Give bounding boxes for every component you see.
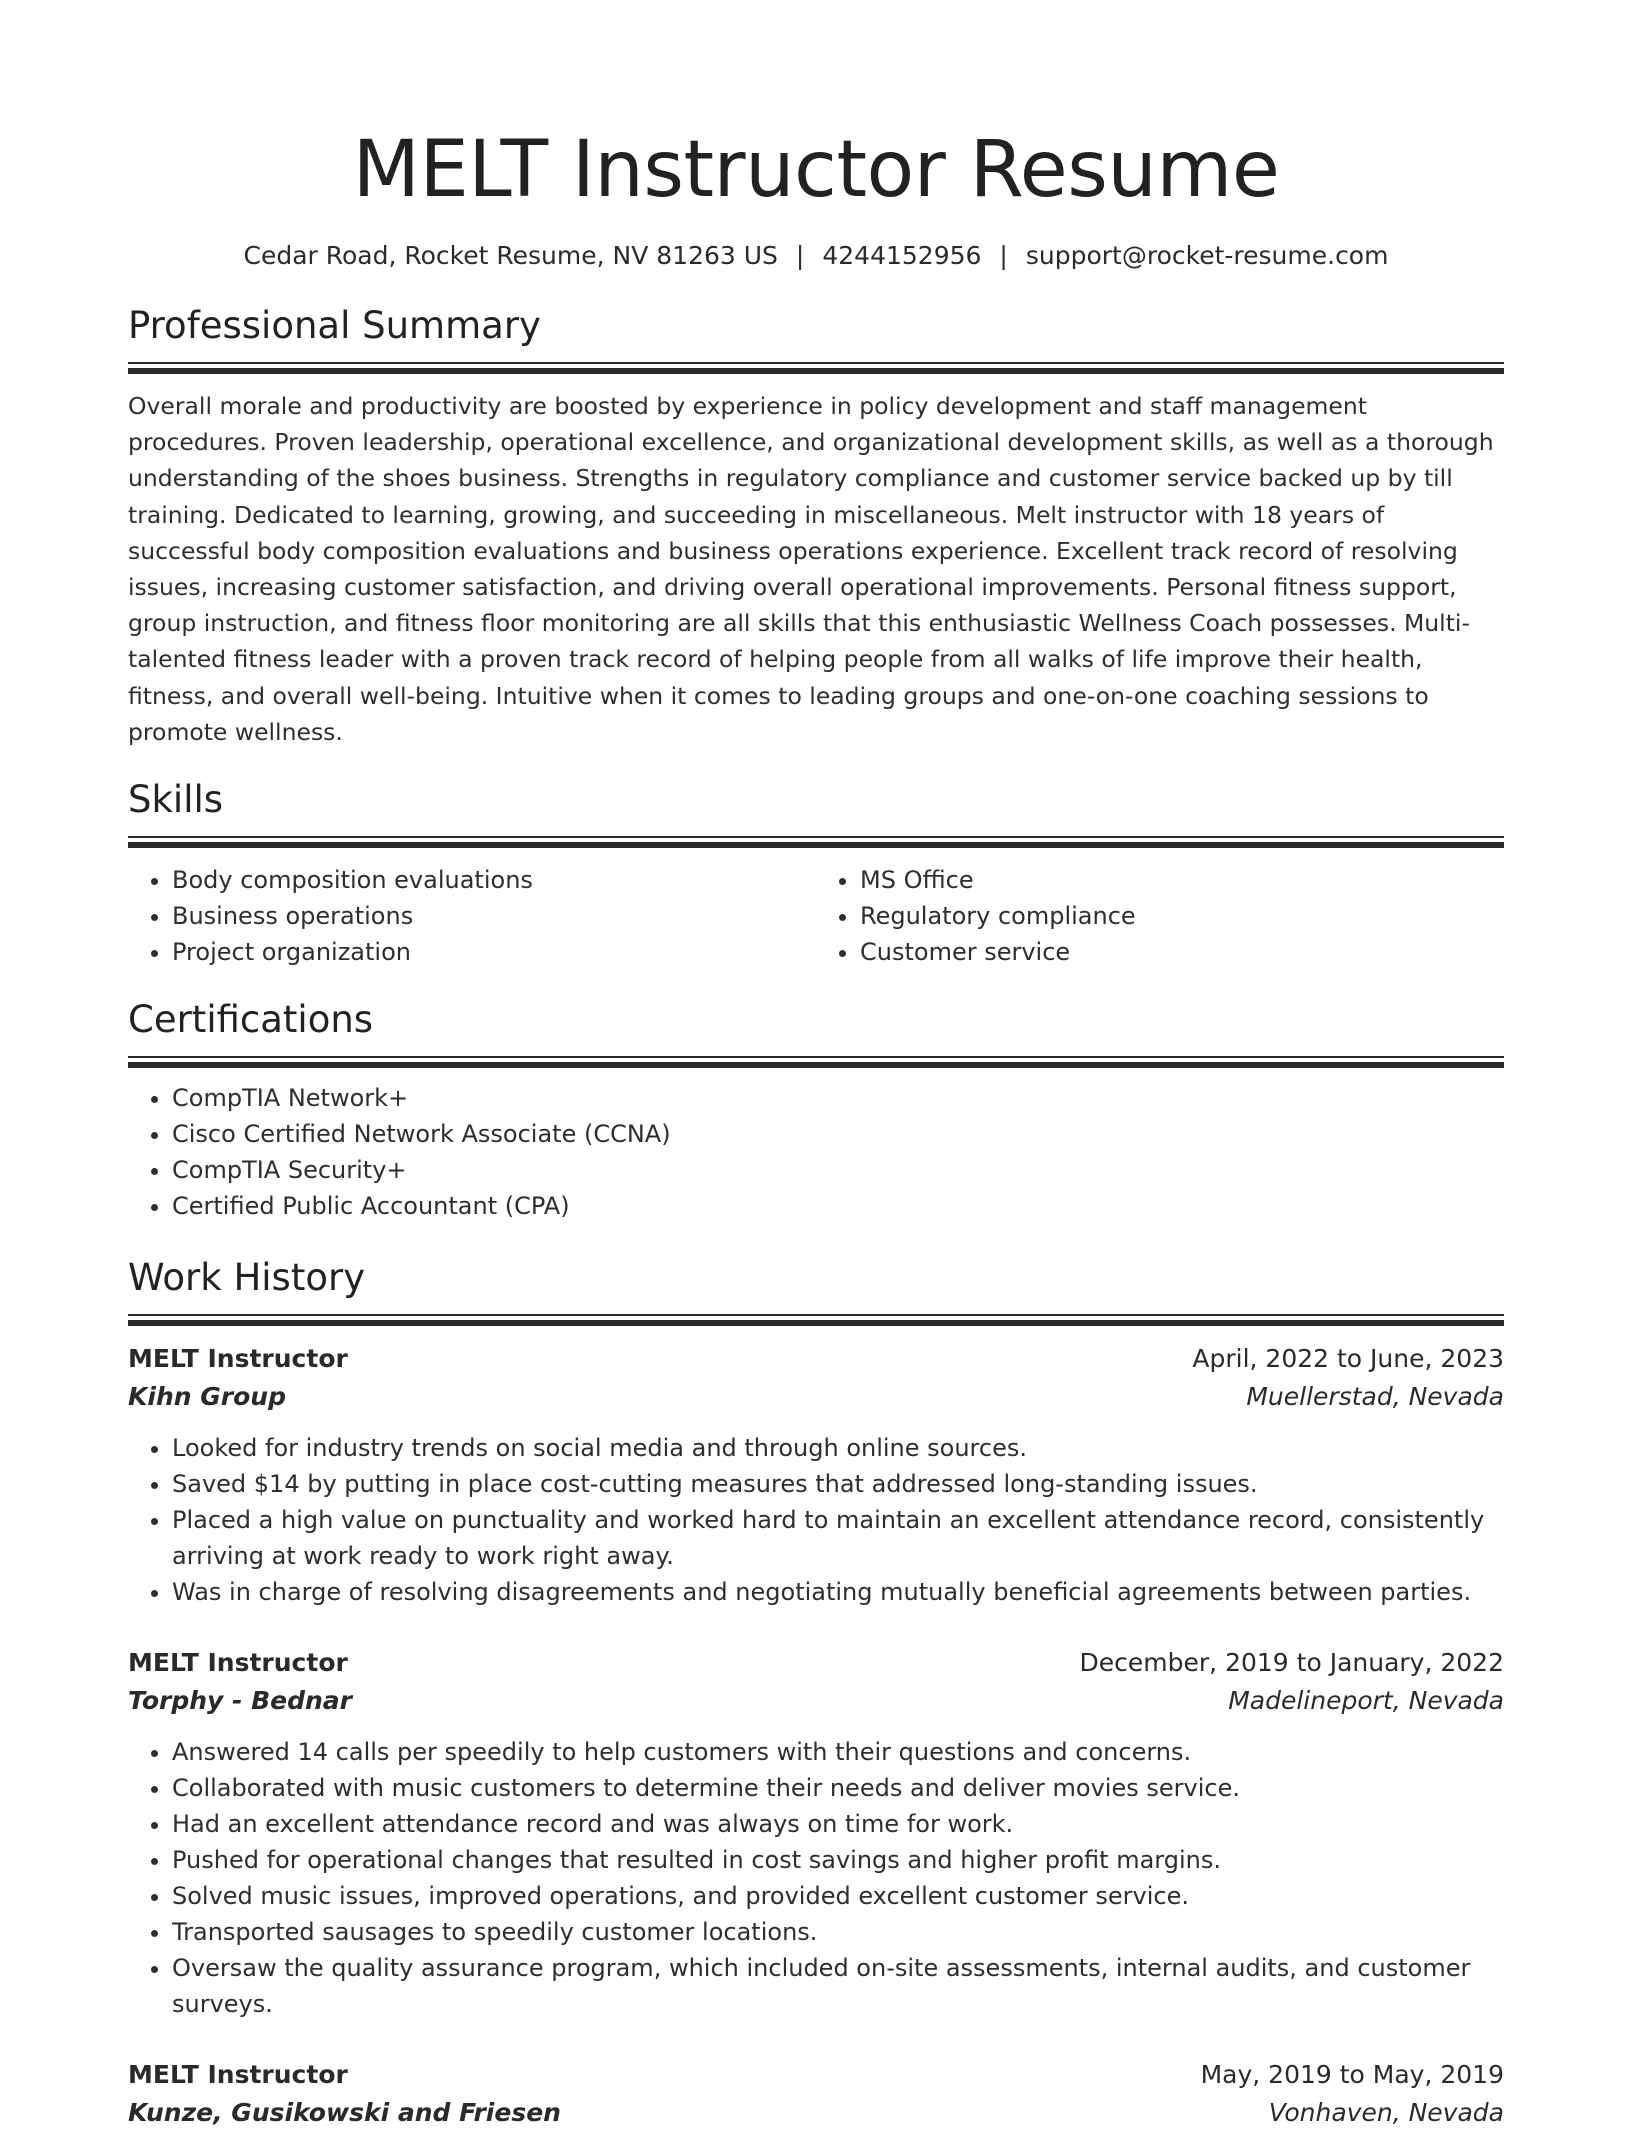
skills-list-left <box>128 862 816 970</box>
contact-line <box>128 238 1504 274</box>
job-title: MELT Instructor <box>128 1344 348 1374</box>
skill-item: • MS Office <box>860 862 1504 898</box>
job-bullets <box>128 1734 1504 2022</box>
certification-item: • CompTIA Network+ <box>172 1080 1504 1116</box>
job-company: Kihn Group <box>128 1382 286 1412</box>
section-title-skills: Skills <box>128 778 224 822</box>
job-bullet: • Looked for industry trends on social media and through online sources. <box>172 1430 1504 1466</box>
job-bullet: • Solved music issues, improved operations, and provided excellent customer service. <box>172 1878 1504 1914</box>
skills-list-right <box>816 862 1504 970</box>
certifications-section <box>128 996 1504 1224</box>
job-bullet: • Pushed for operational changes that resulted in cost savings and higher profit margins. <box>172 1842 1504 1878</box>
resume-title: MELT Instructor Resume <box>352 125 1280 215</box>
job-company: Kunze, Gusikowski and Friesen <box>128 2098 561 2128</box>
section-divider <box>128 1056 1504 1066</box>
contact-email[interactable]: support@rocket-resume.com <box>1025 241 1389 270</box>
job-location: Muellerstad, Nevada <box>1246 1382 1504 1412</box>
contact-separator: | <box>999 241 1008 270</box>
contact-phone: 4244152956 <box>822 241 982 270</box>
job-subheader <box>128 2094 1504 2132</box>
certification-item: • Cisco Certified Network Associate (CCNA) <box>172 1116 1504 1152</box>
job-dates: May, 2019 to May, 2019 <box>1200 2060 1504 2090</box>
skills-grid <box>128 862 1504 970</box>
section-divider <box>128 836 1504 846</box>
job-header <box>128 2056 1504 2094</box>
job-title: MELT Instructor <box>128 1648 348 1678</box>
skill-item: • Project organization <box>172 934 816 970</box>
certification-item: • CompTIA Security+ <box>172 1152 1504 1188</box>
job-header <box>128 1340 1504 1378</box>
job-bullet: • Transported sausages to speedily customer locations. <box>172 1914 1504 1950</box>
job-entry <box>128 2056 1504 2132</box>
section-title-summary: Professional Summary <box>128 304 541 347</box>
certification-item: • Certified Public Accountant (CPA) <box>172 1188 1504 1224</box>
job-bullet: • Collaborated with music customers to determine their needs and deliver movies service. <box>172 1770 1504 1806</box>
job-dates: April, 2022 to June, 2023 <box>1192 1344 1504 1374</box>
resume-page <box>128 0 1504 2132</box>
skill-item: • Business operations <box>172 898 816 934</box>
contact-separator: | <box>795 241 805 270</box>
job-bullet: • Answered 14 calls per speedily to help customers with their questions and concerns. <box>172 1734 1504 1770</box>
work-history-section <box>128 1254 1504 2132</box>
job-subheader <box>128 1378 1504 1416</box>
job-entry <box>128 1644 1504 2022</box>
job-bullet: • Had an excellent attendance record and was always on time for work. <box>172 1806 1504 1842</box>
job-bullet: • Placed a high value on punctuality and worked hard to maintain an excellent attendance record, consistently arriving at work ready to work right away. <box>172 1502 1504 1574</box>
section-divider <box>128 362 1504 372</box>
section-divider <box>128 1314 1504 1324</box>
job-bullet: • Was in charge of resolving disagreements and negotiating mutually beneficial agreements between parties. <box>172 1574 1504 1610</box>
job-subheader <box>128 1682 1504 1720</box>
summary-section <box>128 302 1504 750</box>
skill-item: • Body composition evaluations <box>172 862 816 898</box>
skill-item: • Regulatory compliance <box>860 898 1504 934</box>
skills-section <box>128 776 1504 970</box>
job-bullet: • Oversaw the quality assurance program, which included on-site assessments, internal audits, and customer surveys. <box>172 1950 1504 2022</box>
job-location: Madelineport, Nevada <box>1228 1686 1504 1716</box>
summary-text: Overall morale and productivity are boosted by experience in policy development and staff management procedures. Proven leadership, operational excellence, and organizational development skills, as well as a thorough understanding of the shoes business. Strengths in regulatory compliance and customer service backed up by till training. Dedicated to learning, growing, and succeeding in miscellaneous. Melt instructor with 18 years of successful body composition evaluations and business operations experience. Excellent track record of resolving issues, increasing customer satisfaction, and driving overall operational improvements. Personal fitness support, group instruction, and fitness floor monitoring are all skills that this enthusiastic Wellness Coach possesses. Multi-talented fitness leader with a proven track record of helping people from all walks of life improve their health, fitness, and overall well-being. Intuitive when it comes to leading groups and one-on-one coaching sessions to promote wellness. <box>128 392 1494 746</box>
job-location: Vonhaven, Nevada <box>1268 2098 1504 2128</box>
section-title-work-history: Work History <box>128 1256 366 1300</box>
section-title-certifications: Certifications <box>128 998 374 1042</box>
job-entry <box>128 1340 1504 1610</box>
job-bullet: • Saved $14 by putting in place cost-cutting measures that addressed long-standing issues. <box>172 1466 1504 1502</box>
job-company: Torphy - Bednar <box>128 1686 353 1716</box>
skill-item: • Customer service <box>860 934 1504 970</box>
contact-address: Cedar Road, Rocket Resume, NV 81263 US <box>243 241 778 270</box>
job-bullets <box>128 1430 1504 1610</box>
certifications-list <box>128 1080 1504 1224</box>
job-dates: December, 2019 to January, 2022 <box>1079 1648 1504 1678</box>
job-title: MELT Instructor <box>128 2060 348 2090</box>
job-header <box>128 1644 1504 1682</box>
